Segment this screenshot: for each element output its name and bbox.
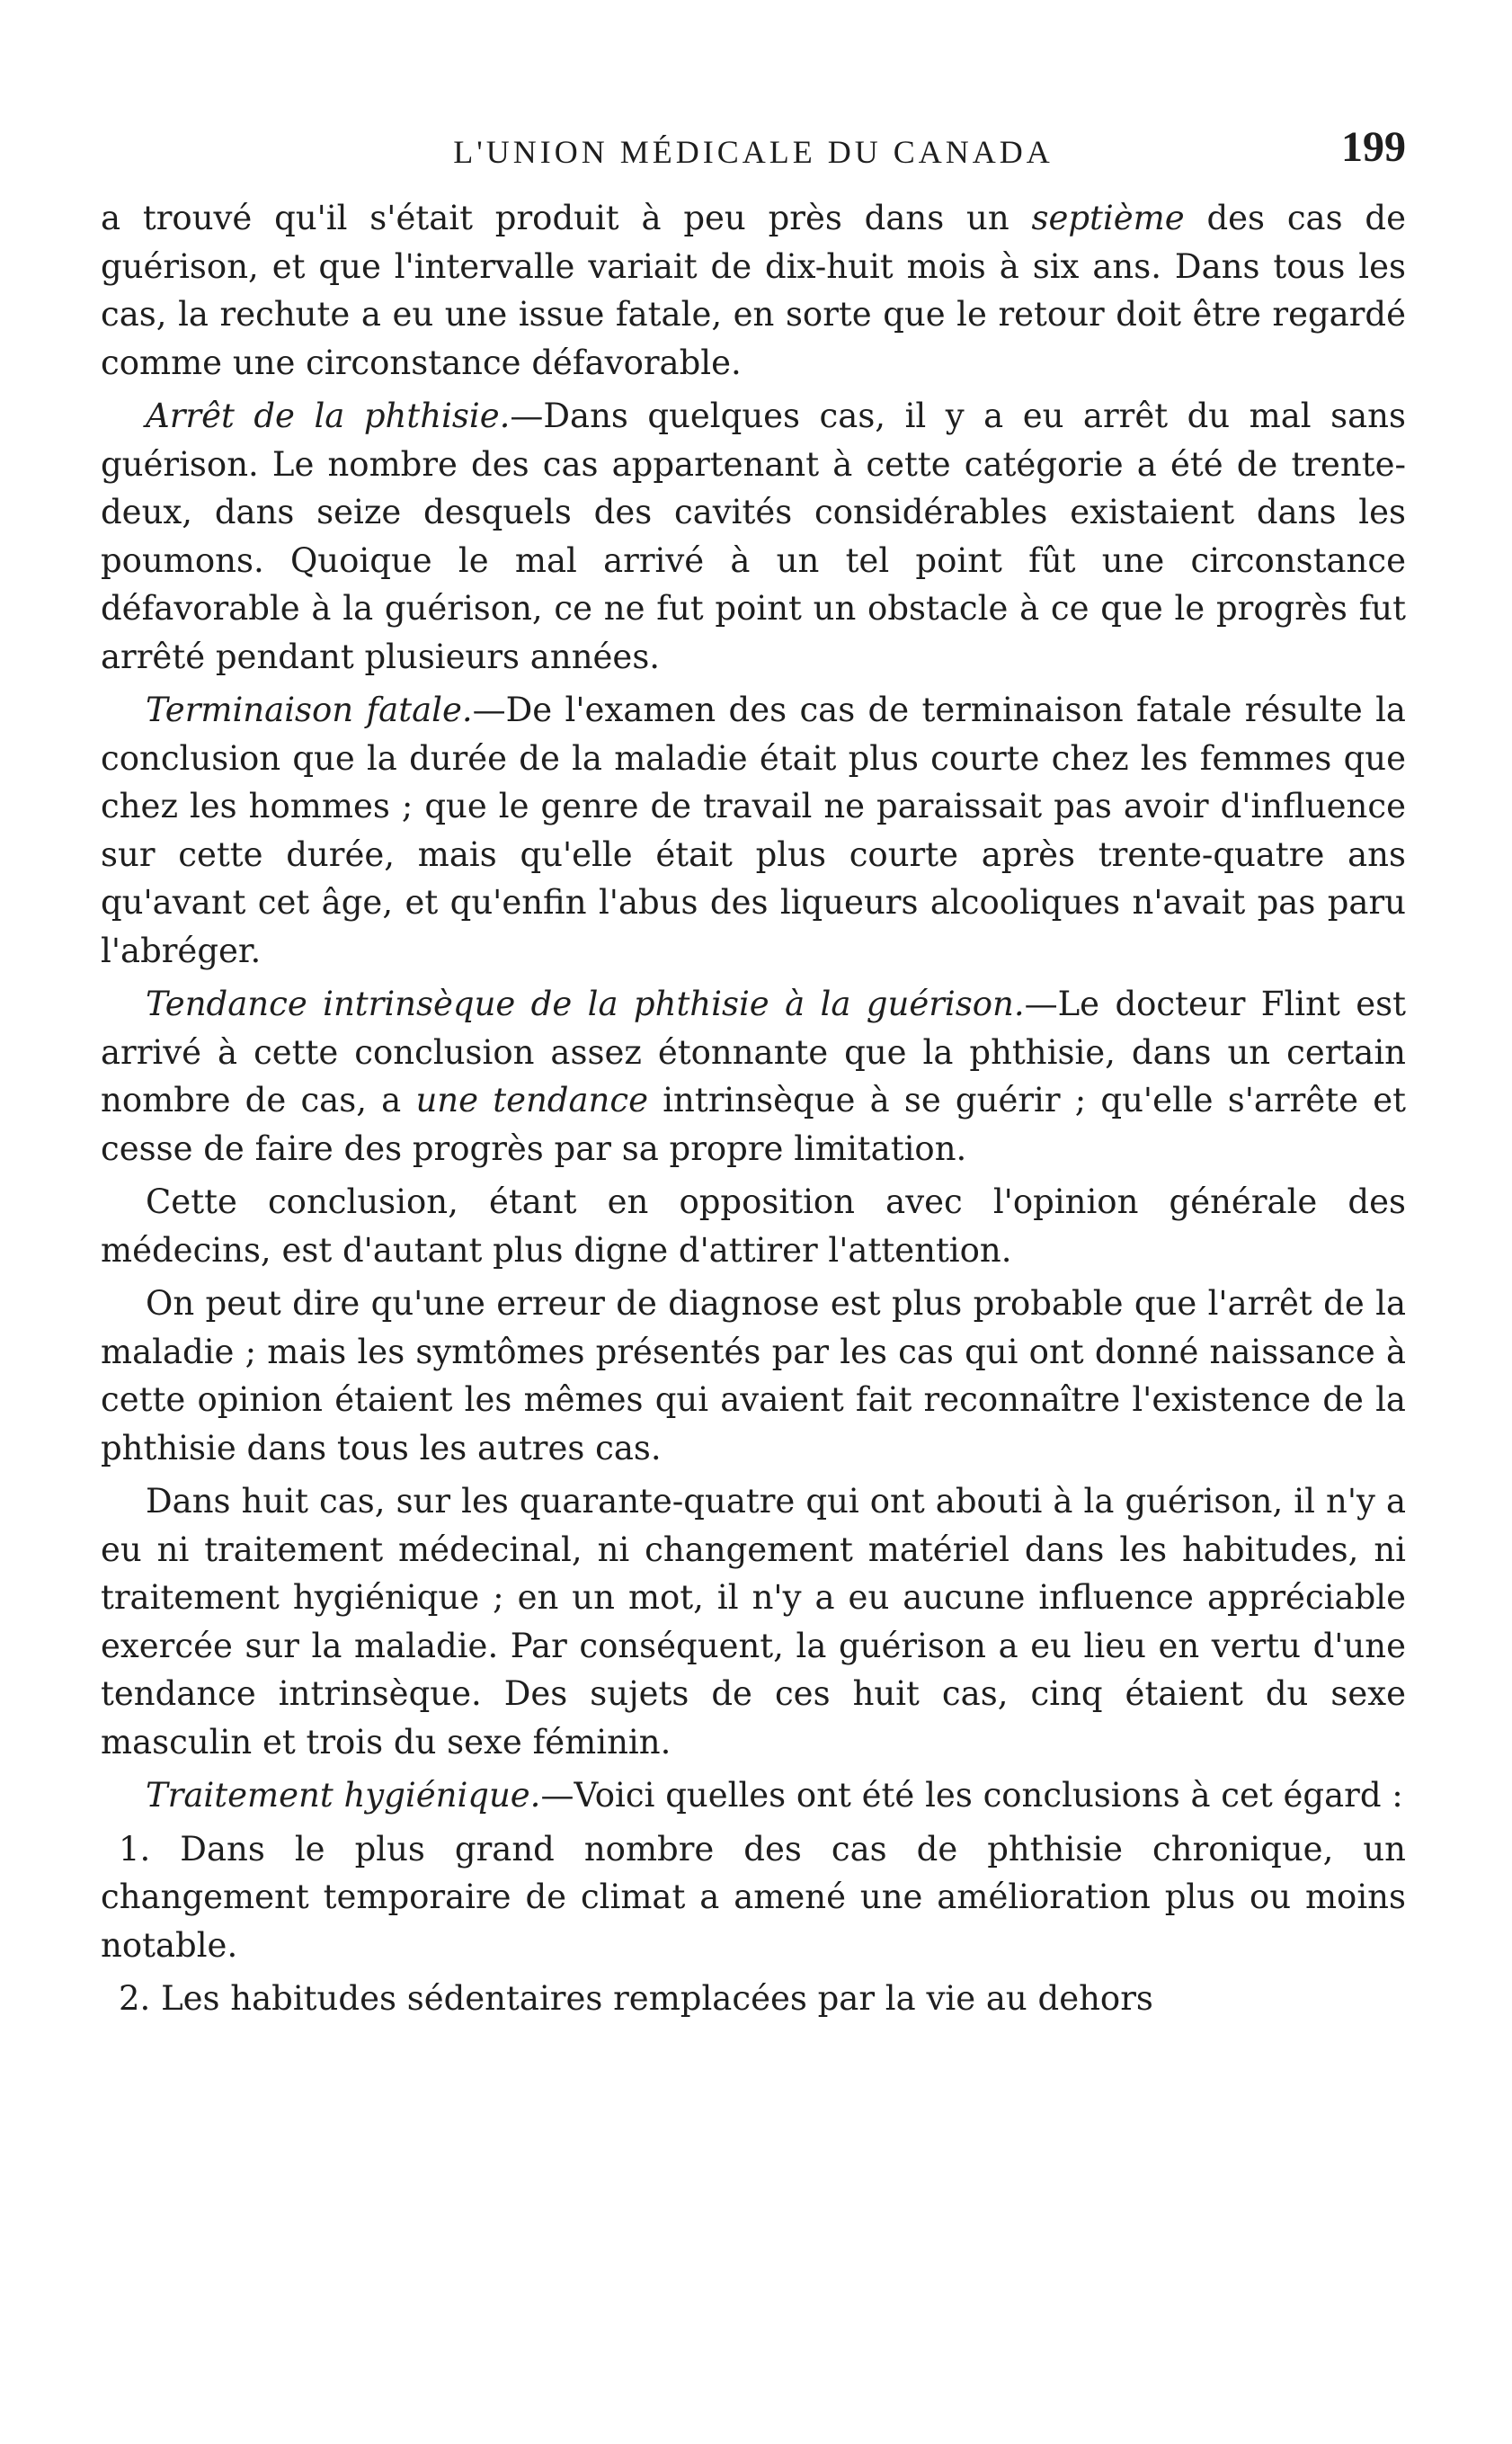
section-heading: Traitement hygiénique. [146,1776,541,1815]
body-text [101,194,1406,2023]
list-item: 2. Les habitudes sédentaires remplacées par la vie au dehors [119,1979,1153,2018]
paragraph-diagnose: On peut dire qu'une erreur de diagnose est plus probable que l'arrêt de la maladie ; mais les symtômes présentés par les cas qui ont donné naissance à cette opinion étaient les mêmes qui avaient fait reconnaître l'existence de la phthisie dans tous les autres cas. [101,1284,1406,1467]
paragraph-terminaison [101,686,1406,975]
paragraph-arret [101,392,1406,681]
paragraph-text: —Le docteur Flint est arrivé à cette conclusion assez étonnante que la phthisie, dans un certain nombre de cas, a [101,985,1406,1119]
paragraph-text: —De l'examen des cas de terminaison fatale résulte la conclusion que la durée de la maladie était plus courte chez les femmes que chez les hommes ; que le genre de travail ne paraissait pas avoir d'influence sur cette durée, mais qu'elle était plus courte après trente-quatre ans qu'avant cet âge, et qu'enfin l'abus des liqueurs alcooliques n'avait pas paru l'abréger. [101,691,1406,970]
paragraph-text: des cas de guérison, et que l'intervalle variait de dix-huit mois à six ans. Dans tous les cas, la rechute a eu une issue fatale, en sorte que le retour doit être regardé comme une circonstance défavorable. [101,199,1406,382]
emphasis-text: septième [1031,199,1185,237]
paragraph-tendance [101,980,1406,1173]
paragraph-traitement [101,1771,1406,1820]
running-title: L'UNION MÉDICALE DU CANADA [453,134,1054,170]
page-header [101,108,1406,171]
section-heading: Arrêt de la phthisie. [146,397,511,435]
paragraph-text: a trouvé qu'il s'était produit à peu près dans un [101,199,1032,237]
paragraph-conclusion: Cette conclusion, étant en opposition avec l'opinion générale des médecins, est d'autant plus digne d'attirer l'attention. [101,1182,1406,1270]
paragraph-continuation [101,194,1406,387]
list-item: 1. Dans le plus grand nombre des cas de phthisie chronique, un changement temporaire de climat a amené une amélioration plus ou moins notable. [101,1829,1406,1965]
section-heading: Tendance intrinsèque de la phthisie à la guérison. [146,985,1025,1023]
paragraph-text: —Dans quelques cas, il y a eu arrêt du mal sans guérison. Le nombre des cas appartenant à cette catégorie a été de trente-deux, dans seize desquels des cavités considérables existaient dans les poumons. Quoique le mal arrivé à un tel point fût une circonstance défavorable à la guérison, ce ne fut point un obstacle à ce que le progrès fut arrêté pendant plusieurs années. [101,397,1406,676]
page-number: 199 [1341,123,1406,171]
paragraph-huit-cas: Dans huit cas, sur les quarante-quatre qui ont abouti à la guérison, il n'y a eu ni traitement médecinal, ni changement matériel dans les habitudes, ni traitement hygiénique ; en un mot, il n'y a eu aucune influence appréciable exercée sur la maladie. Par conséquent, la guérison a eu lieu en vertu d'une tendance intrinsèque. Des sujets de ces huit cas, cinq étaient du sexe masculin et trois du sexe féminin. [101,1482,1406,1762]
emphasis-text: une tendance [415,1081,648,1119]
paragraph-text: intrinsèque à se guérir ; qu'elle s'arrête et cesse de faire des progrès par sa propre limitation. [101,1081,1406,1168]
paragraph-text: —Voici quelles ont été les conclusions à cet égard : [540,1776,1403,1815]
section-heading: Terminaison fatale. [146,691,473,729]
